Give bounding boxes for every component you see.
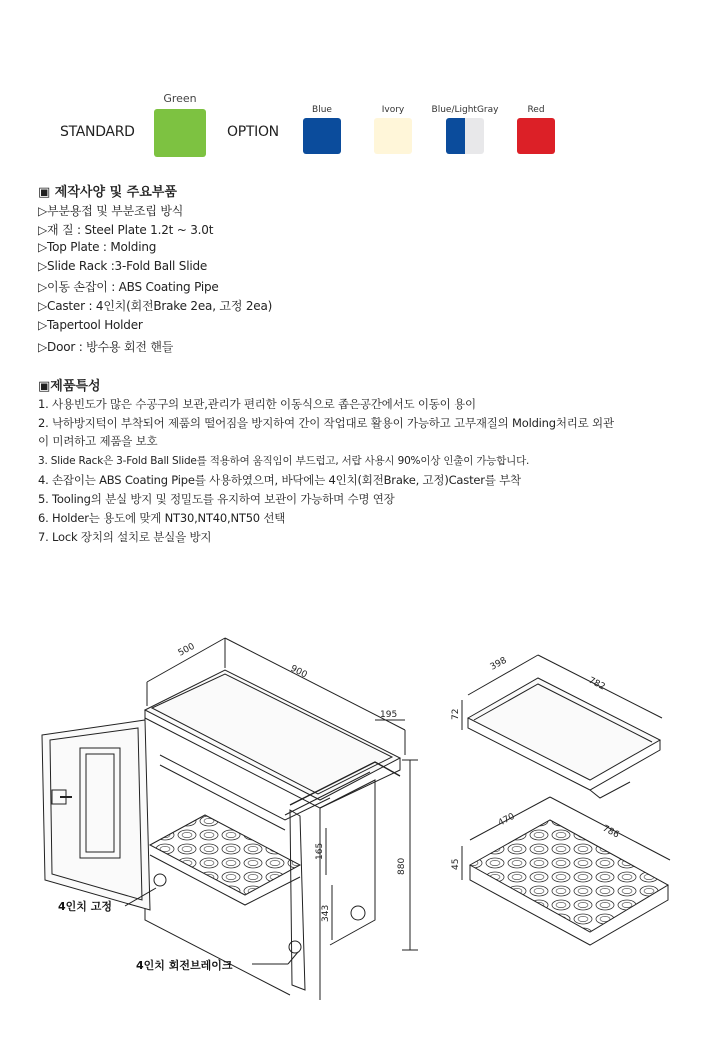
blue-lightgray-swatch <box>446 118 484 154</box>
nt-holder-tray <box>470 820 668 932</box>
dim-tray-depth: 470 <box>496 811 517 829</box>
standard-label: STANDARD <box>60 124 135 140</box>
dim-height: 880 <box>397 857 407 875</box>
dim-shelf-height: 72 <box>451 708 461 720</box>
callout-brake-caster: 4인치 회전브레이크 <box>136 959 233 972</box>
spec-item: ▷부분용접 및 부분조립 방식 <box>38 204 184 218</box>
feature-item: 7. Lock 장치의 설치로 분실을 방지 <box>38 530 212 544</box>
dim-handle: 195 <box>380 710 398 720</box>
spec-item: ▷재 질 : Steel Plate 1.2t ~ 3.0t <box>38 223 214 237</box>
dim-shelf-width: 782 <box>586 675 607 693</box>
red-swatch-name: Red <box>527 105 545 115</box>
callout-fixed-caster: 4인치 고정 <box>58 900 112 913</box>
dim-depth: 500 <box>176 641 197 659</box>
ivory-swatch-name: Ivory <box>381 105 405 115</box>
green-swatch <box>154 109 206 157</box>
specs-title: ▣ 제작사양 및 주요부품 <box>38 185 177 200</box>
dim-lower: 343 <box>321 904 331 922</box>
spec-item: ▷Slide Rack :3-Fold Ball Slide <box>38 259 208 273</box>
dim-tray-width: 786 <box>600 823 621 841</box>
fixed-caster <box>154 874 166 886</box>
dim-shelf-depth: 398 <box>488 655 509 673</box>
cart-top-plate <box>145 670 400 800</box>
cart-technical-drawing <box>0 590 709 1063</box>
brake-caster <box>351 906 365 920</box>
ivory-swatch <box>374 118 412 154</box>
features-title: ▣제품특성 <box>38 379 101 394</box>
tool-holder-tray <box>150 815 300 895</box>
dim-width: 900 <box>288 663 309 681</box>
feature-item: 1. 사용빈도가 많은 수공구의 보관,관리가 편리한 이동식으로 좁은공간에서도 이동이 용이 <box>38 397 476 411</box>
feature-item: 4. 손잡이는 ABS Coating Pipe를 사용하였으며, 바닥에는 4인치(회전Brake, 고정)Caster를 부착 <box>38 473 521 487</box>
red-swatch <box>517 118 555 154</box>
dim-tray-height: 45 <box>451 858 461 870</box>
option-label: OPTION <box>227 124 279 140</box>
feature-item: 5. Tooling의 분실 방지 및 정밀도를 유지하여 보관이 가능하며 수명 연장 <box>38 492 395 506</box>
spec-item: ▷Door : 방수용 회전 핸들 <box>38 340 174 354</box>
feature-item: 2. 낙하방지턱이 부착되어 제품의 떨어짐을 방지하여 간이 작업대로 활용이 가능하고 고무재질의 Molding처리로 외관 <box>38 416 614 430</box>
feature-item: 6. Holder는 용도에 맞게 NT30,NT40,NT50 선택 <box>38 511 286 525</box>
dim-mid: 165 <box>315 842 325 860</box>
blue-lightgray-swatch-name: Blue/LightGray <box>431 105 499 115</box>
spec-item: ▷Top Plate : Molding <box>38 240 157 254</box>
feature-item: 3. Slide Rack은 3-Fold Ball Slide를 적용하여 움직임이 부드럽고, 서랍 사용시 90%이상 인출이 가능합니다. <box>38 455 530 467</box>
green-swatch-name: Green <box>163 92 197 105</box>
spec-item: ▷Tapertool Holder <box>38 318 143 332</box>
feature-item: 이 미려하고 제품을 보호 <box>38 434 158 448</box>
blue-swatch-name: Blue <box>312 105 332 115</box>
spec-item: ▷이동 손잡이 : ABS Coating Pipe <box>38 280 219 294</box>
spec-item: ▷Caster : 4인치(회전Brake 2ea, 고정 2ea) <box>38 299 273 313</box>
slide-shelf <box>468 675 660 780</box>
blue-swatch <box>303 118 341 154</box>
